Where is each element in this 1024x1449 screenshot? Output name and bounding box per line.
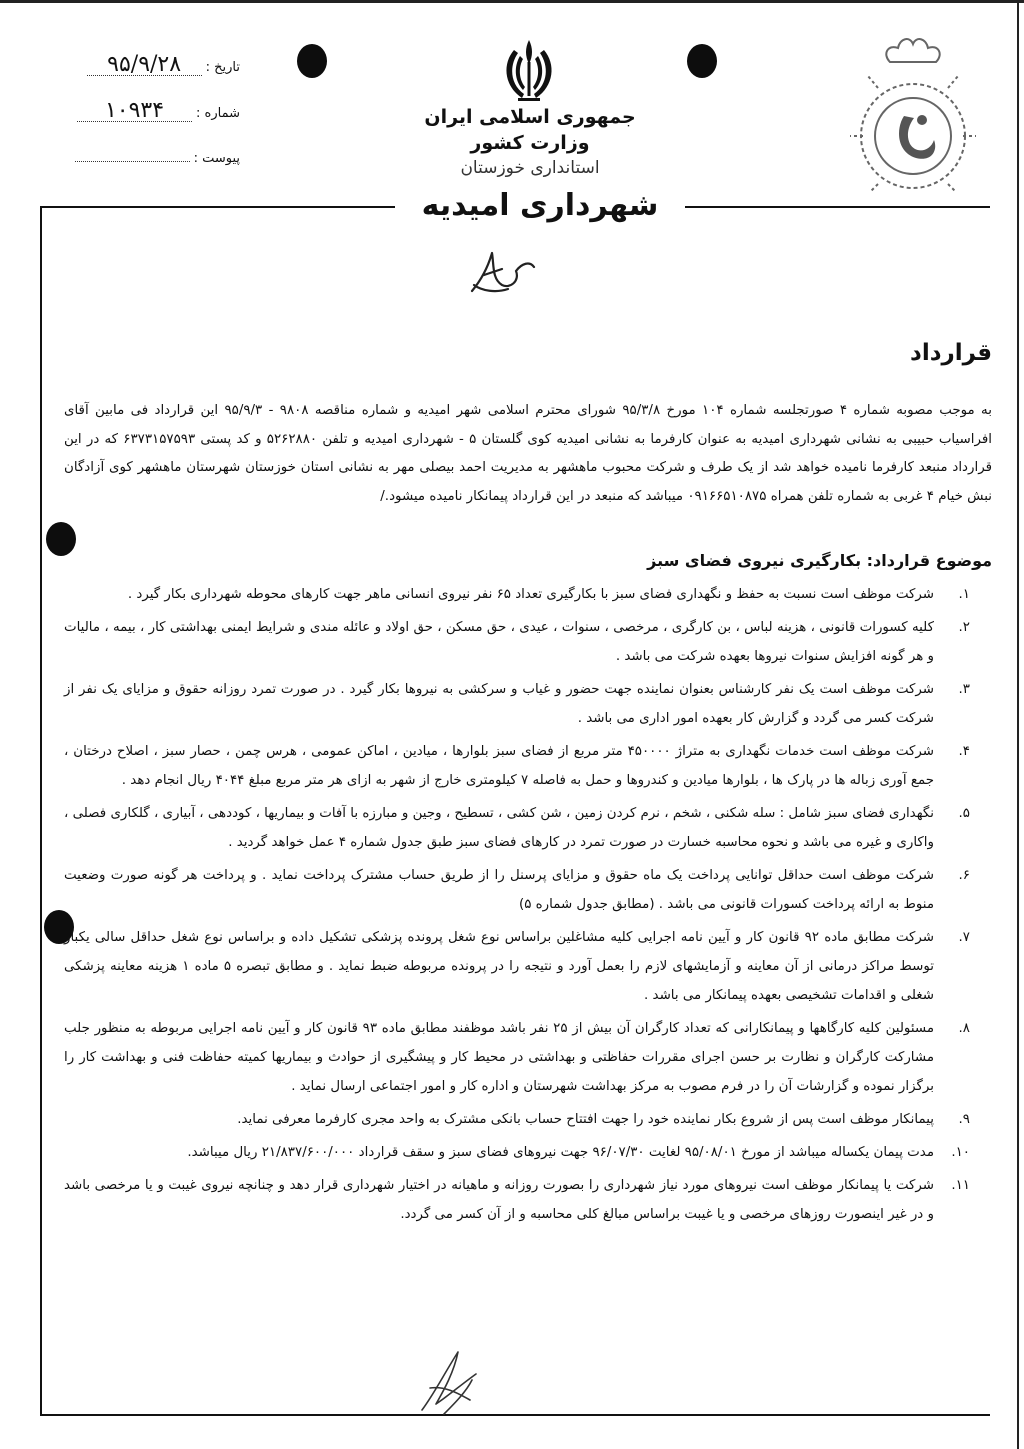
clause-item bbox=[64, 923, 970, 1010]
header-country: جمهوری اسلامی ایران bbox=[424, 106, 636, 128]
clause-number: ۱۱. bbox=[951, 1178, 970, 1193]
clause-text: پیمانکار موظف است پس از شروع بکار نماینده خود را جهت افتتاح حساب بانکی مشترک به واحد مجری کارفرما معرفی نماید. bbox=[237, 1112, 934, 1127]
municipality-logo-icon bbox=[838, 36, 988, 194]
date-value: ۹۵/۹/۲۸ bbox=[87, 55, 202, 76]
punch-hole-top-left bbox=[297, 44, 327, 78]
number-row bbox=[40, 98, 240, 147]
date-label: تاریخ : bbox=[205, 60, 240, 75]
header-ministry: وزارت کشور bbox=[470, 132, 590, 154]
attachment-blank bbox=[75, 147, 190, 162]
clause-item bbox=[64, 861, 970, 919]
clause-number: ۳. bbox=[958, 682, 970, 697]
attachment-label: پیوست : bbox=[193, 151, 240, 166]
frame-bottom-border bbox=[40, 1414, 990, 1416]
signature-scribble-icon bbox=[414, 1344, 494, 1418]
clause-number: ۲. bbox=[958, 620, 970, 635]
scan-edge-right bbox=[1017, 0, 1019, 1449]
frame-left-border bbox=[40, 206, 42, 1416]
clause-number: ۱. bbox=[958, 587, 970, 602]
contract-subject: موضوع قرارداد: بکارگیری نیروی فضای سبز bbox=[647, 551, 992, 570]
municipality-name: شهرداری امیدیه bbox=[395, 186, 685, 226]
clause-number: ۱۰. bbox=[951, 1145, 970, 1160]
clause-item bbox=[64, 1138, 970, 1167]
clause-item bbox=[64, 675, 970, 733]
letterhead-text bbox=[400, 104, 660, 180]
clause-list bbox=[64, 580, 970, 1229]
document-title: قرارداد bbox=[910, 340, 992, 366]
clause-number: ۷. bbox=[958, 930, 970, 945]
clause-text: شرکت موظف است حداقل توانایی پرداخت یک ماه حقوق و مزایای پرسنل را از طریق حساب مشترک پرداخت نماید . و پرداخت هر گونه صورت وضعیت منوط به ارائه پرداخت کسورات قانونی می باشد . (مطابق جدول شماره ۵) bbox=[64, 868, 934, 912]
punch-hole-top-right bbox=[687, 44, 717, 78]
clause-item bbox=[64, 580, 970, 609]
number-value: ۱۰۹۳۴ bbox=[77, 101, 192, 122]
number-label: شماره : bbox=[196, 106, 240, 121]
clause-number: ۴. bbox=[958, 744, 970, 759]
clause-text: کلیه کسورات قانونی ، هزینه لباس ، بن کارگری ، مرخصی ، سنوات ، عیدی ، حق مسکن ، حق اولاد و عائله مندی و شرایط ایمنی بهداشتی کار ، بیمه ، مالیات و هر گونه افزایش سنوات نیروها بعهده شرکت می باشد . bbox=[64, 620, 934, 664]
clause-item bbox=[64, 613, 970, 671]
clause-text: مسئولین کلیه کارگاهها و پیمانکارانی که تعداد کارگران آن بیش از ۲۵ نفر باشد موظفند مطابق ماده ۹۳ قانون کار و آیین نامه اجرایی مربوطه به منظور جلب مشارکت کارگران و نظارت بر حسن اجرای مقررات حفاظتی و بهداشتی در محیط کار و پیشگیری از حوادث و بیماریها کمیته حفاظت فنی و بهداشت کار را برگزار نموده و گزارشات آن را در فرم مصوب به مرکز بهداشت شهرستان و اداره کار و امور اجتماعی ارسال نماید . bbox=[64, 1021, 934, 1094]
clause-text: مدت پیمان یکساله میباشد از مورخ ۹۵/۰۸/۰۱ لغایت ۹۶/۰۷/۳۰ جهت نیروهای فضای سبز و سقف قرارداد ۲۱/۸۳۷/۶۰۰/۰۰۰ ریال میباشد. bbox=[187, 1145, 934, 1160]
clause-number: ۶. bbox=[958, 868, 970, 883]
punch-hole-mid-upper bbox=[46, 522, 76, 556]
header-governorate: استانداری خوزستان bbox=[460, 158, 600, 178]
clause-item bbox=[64, 1105, 970, 1134]
clause-text: نگهداری فضای سبز شامل : سله شکنی ، شخم ، نرم کردن زمین ، شن کشی ، تسطیح ، وجین و مبارزه با آفات و بیماریها ، کوددهی ، آبیاری ، گلکاری فصلی ، واکاری و غیره می باشد و نحوه محاسبه خسارت در صورت تمرد در کارهای فضای سبز طبق جدول شماره ۴ عمل خواهد گردید . bbox=[64, 806, 934, 850]
clause-text: شرکت موظف است یک نفر کارشناس بعنوان نماینده جهت حضور و غیاب و سرکشی به نیروها بکار گیرد . در صورت تمرد روزانه حقوق و مزایای یک نفر از شرکت کسر می گردد و گزارش کار بعهده امور اداری می باشد . bbox=[64, 682, 934, 726]
clause-item bbox=[64, 737, 970, 795]
intro-paragraph: به موجب مصوبه شماره ۴ صورتجلسه شماره ۱۰۴ مورخ ۹۵/۳/۸ شورای محترم اسلامی شهر امیدیه و شماره مناقصه ۹۸۰۸ - ۹۵/۹/۳ این قرارداد فی مابین آقای افراسیاب حبیبی به نشانی شهرداری امیدیه به عنوان کارفرما به نشانی امیدیه کوی گلستان ۵ - شهرداری امیدیه و تلفن ۵۲۶۲۸۸۰ و کد پستی ۶۳۷۳۱۵۷۵۹۳ که در این قرارداد منبعد کارفرما نامیده خواهد شد از یک طرف و شرکت محبوب ماهشهر به مدیریت احمد بیصلی مهر به نشانی استان خوزستان شهرستان ماهشهر کوی آزادگان نبش خیام ۴ غربی به شماره تلفن همراه ۰۹۱۶۶۵۱۰۸۷۵ میباشد که منبعد در این قرارداد پیمانکار نامیده میشود./ bbox=[64, 403, 992, 504]
clause-text: شرکت موظف است خدمات نگهداری به متراژ ۴۵۰۰۰۰ متر مربع از فضای سبز بلوارها ، میادین ، اماکن عمومی ، هرس چمن ، حصار سبز ، اصلاح درختان ، جمع آوری زباله ها در پارک ها ، بلوارها میادین و کندروها و حمل به فاصله ۷ کیلومتری خارج از شهر به ازای هر متر مربع مبلغ ۴۰۴۴ ریال انجام دهد . bbox=[64, 744, 934, 788]
clause-item bbox=[64, 799, 970, 857]
clause-item bbox=[64, 1171, 970, 1229]
rule-right bbox=[685, 206, 990, 208]
iran-emblem-icon bbox=[492, 34, 566, 108]
letter-meta bbox=[40, 52, 240, 193]
scan-edge-top bbox=[0, 0, 1024, 3]
calligraphy-invocation-icon bbox=[462, 245, 542, 299]
clause-item bbox=[64, 1014, 970, 1101]
clause-number: ۹. bbox=[958, 1112, 970, 1127]
clause-number: ۸. bbox=[958, 1021, 970, 1036]
date-row bbox=[40, 52, 240, 101]
clause-text: شرکت مطابق ماده ۹۲ قانون کار و آیین نامه اجرایی کلیه مشاغلین براساس نوع شغل پرونده پزشکی تشکیل داده و براساس نوع شغل حداقل سالی یکبار توسط مراکز درمانی از آن معاینه و آزمایشهای لازم را بعمل آورد و نتیجه را در پرونده مربوطه ضبط نماید . و مطابق تبصره ۵ ماده ۱ هزینه معاینه پزشکی شغلی و اقدامات تشخیصی بعهده پیمانکار می باشد . bbox=[64, 930, 935, 1003]
clause-text: شرکت یا پیمانکار موظف است نیروهای مورد نیاز شهرداری را بصورت روزانه و ماهیانه در اختیار شهرداری قرار دهد و چنانچه نیروی غیبت و یا مرخصی باشد و در غیر اینصورت روزهای مرخصی و یا غیبت براساس مبالغ کلی محاسبه و از آن کسر می گردد. bbox=[64, 1178, 934, 1222]
clause-number: ۵. bbox=[958, 806, 970, 821]
clause-text: شرکت موظف است نسبت به حفظ و نگهداری فضای سبز با بکارگیری تعداد ۶۵ نفر نیروی انسانی ماهر جهت کارهای محوطه شهرداری بکار گیرد . bbox=[127, 587, 934, 602]
rule-left bbox=[40, 206, 395, 208]
